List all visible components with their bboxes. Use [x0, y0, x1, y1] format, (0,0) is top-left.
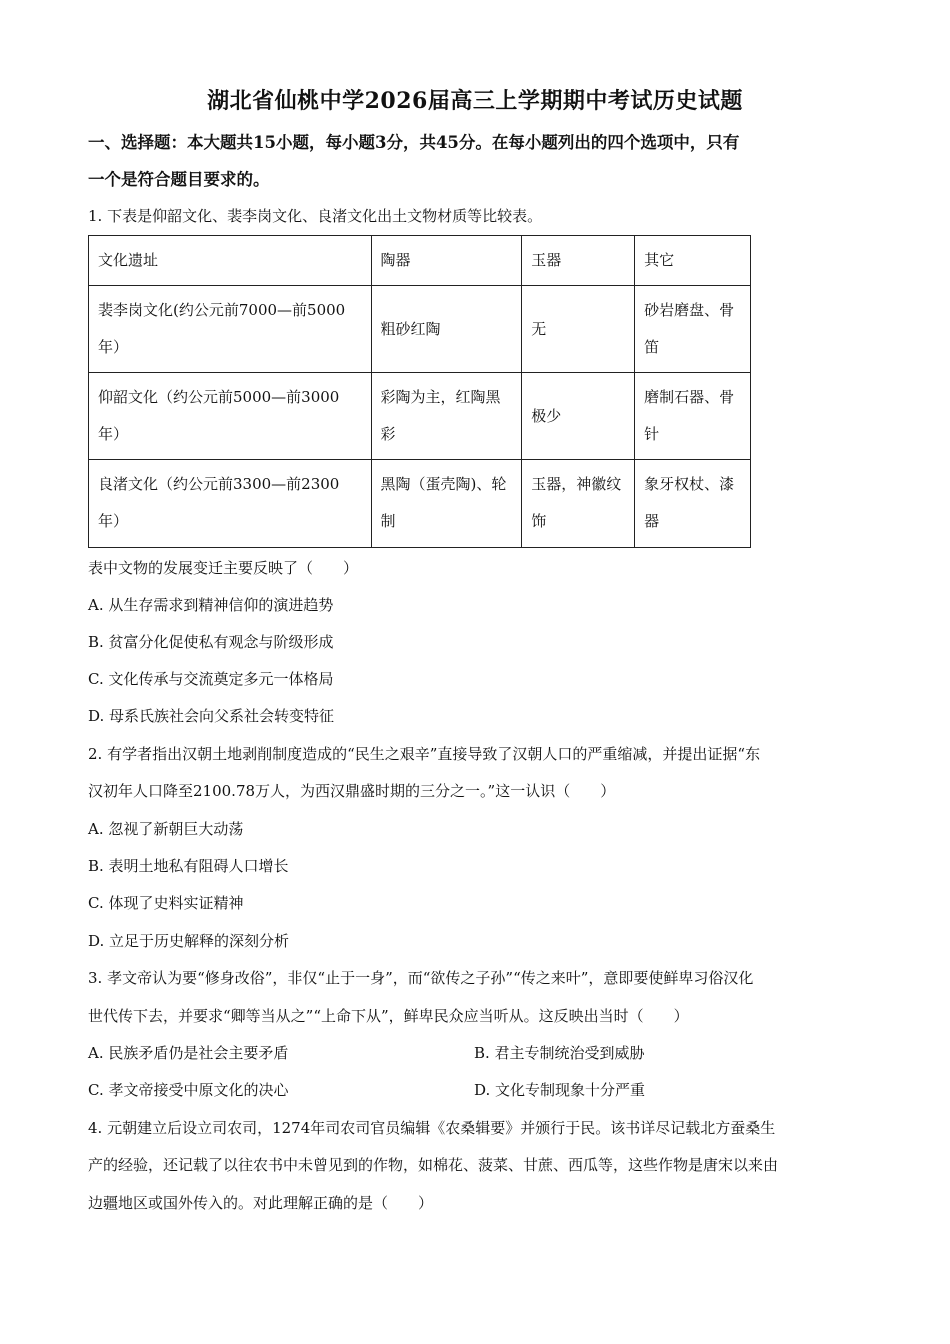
table-row [89, 286, 751, 373]
table-cell-other [635, 373, 751, 460]
table-cell-site [89, 373, 372, 460]
cell-text: 玉器，神徽纹 [531, 475, 622, 493]
table-cell-pottery: 粗砂红陶 [371, 286, 522, 373]
section-heading-line2: 一个是符合题目要求的。 [88, 170, 270, 189]
table-header-cell: 文化遗址 [89, 236, 372, 286]
table-header-cell: 玉器 [522, 236, 635, 286]
question-2-option-a: A. 忽视了新朝巨大动荡 [88, 820, 244, 838]
question-1-option-a: A. 从生存需求到精神信仰的演进趋势 [88, 596, 334, 614]
page-title: 湖北省仙桃中学2026届高三上学期期中考试历史试题 [207, 88, 743, 114]
question-3-option-c: C. 孝文帝接受中原文化的决心 [88, 1081, 289, 1099]
cell-text: 仰韶文化（约公元前5000—前3000 [98, 388, 340, 406]
cell-text: 彩陶为主，红陶黑 [380, 388, 501, 406]
table-row [89, 460, 751, 548]
table-cell-jade [522, 460, 635, 548]
cell-text: 器 [644, 512, 660, 530]
cell-text: 年） [98, 338, 129, 356]
question-2-option-b: B. 表明土地私有阻碍人口增长 [88, 857, 289, 875]
table-cell-site [89, 286, 372, 373]
question-2-stem-line1: 2. 有学者指出汉朝土地剥削制度造成的“民生之艰辛”直接导致了汉朝人口的严重缩减，并提出证据“东 [88, 745, 761, 763]
cell-text: 黑陶（蛋壳陶)、轮 [380, 475, 507, 493]
question-2-option-c: C. 体现了史料实证精神 [88, 894, 244, 912]
table-cell-pottery [371, 373, 522, 460]
question-1-option-b: B. 贫富分化促使私有观念与阶级形成 [88, 633, 334, 651]
question-1-prompt: 表中文物的发展变迁主要反映了（ ） [88, 559, 359, 577]
cell-text: 象牙权杖、漆 [644, 475, 735, 493]
cell-text: 砂岩磨盘、骨 [644, 301, 735, 319]
section-heading-line1: 一、选择题：本大题共15小题，每小题3分，共45分。在每小题列出的四个选项中，只有 [88, 133, 740, 152]
question-4-stem-line3: 边疆地区或国外传入的。对此理解正确的是（ ） [88, 1194, 434, 1212]
question-3-option-a: A. 民族矛盾仍是社会主要矛盾 [88, 1044, 289, 1062]
cell-text: 磨制石器、骨 [644, 388, 735, 406]
question-4-stem-line2: 产的经验，还记载了以往农书中未曾见到的作物，如棉花、菠菜、甘蔗、西瓜等，这些作物是唐宋以来由 [88, 1156, 779, 1174]
cell-text: 年） [98, 512, 129, 530]
question-2-option-d: D. 立足于历史解释的深刻分析 [88, 932, 290, 950]
table-header-row [89, 236, 751, 286]
cell-text: 制 [380, 512, 396, 530]
artifact-comparison-table [88, 235, 751, 548]
table-cell-site [89, 460, 372, 548]
cell-text: 年） [98, 425, 129, 443]
table-cell-pottery [371, 460, 522, 548]
cell-text: 针 [644, 425, 660, 443]
table-row [89, 373, 751, 460]
cell-text: 良渚文化（约公元前3300—前2300 [98, 475, 340, 493]
table-header-cell: 陶器 [371, 236, 522, 286]
table-cell-other [635, 460, 751, 548]
table-cell-jade: 无 [522, 286, 635, 373]
table-cell-jade: 极少 [522, 373, 635, 460]
table-cell-other [635, 286, 751, 373]
question-3-stem-line2: 世代传下去，并要求“卿等当从之”“上命下从”，鲜卑民众应当听从。这反映出当时（ ） [88, 1007, 689, 1025]
question-1-option-c: C. 文化传承与交流奠定多元一体格局 [88, 670, 334, 688]
cell-text: 裴李岗文化(约公元前7000—前5000 [98, 301, 346, 319]
question-3-option-d: D. 文化专制现象十分严重 [474, 1081, 646, 1099]
cell-text: 饰 [531, 512, 547, 530]
question-1-option-d: D. 母系氏族社会向父系社会转变特征 [88, 707, 335, 725]
question-3-stem-line1: 3. 孝文帝认为要“修身改俗”，非仅“止于一身”，而“欲传之子孙”“传之来叶”，意即要使鲜卑习俗汉化 [88, 969, 754, 987]
question-4-stem-line1: 4. 元朝建立后设立司农司，1274年司农司官员编辑《农桑辑要》并颁行于民。该书详尽记载北方蚕桑生 [88, 1119, 776, 1137]
question-2-stem-line2: 汉初年人口降至2100.78万人，为西汉鼎盛时期的三分之一。”这一认识（ ） [88, 782, 616, 800]
cell-text: 彩 [380, 425, 396, 443]
table-header-cell: 其它 [635, 236, 751, 286]
cell-text: 笛 [644, 338, 660, 356]
question-1-stem: 1. 下表是仰韶文化、裴李岗文化、良渚文化出土文物材质等比较表。 [88, 207, 543, 225]
question-3-option-b: B. 君主专制统治受到威胁 [474, 1044, 645, 1062]
